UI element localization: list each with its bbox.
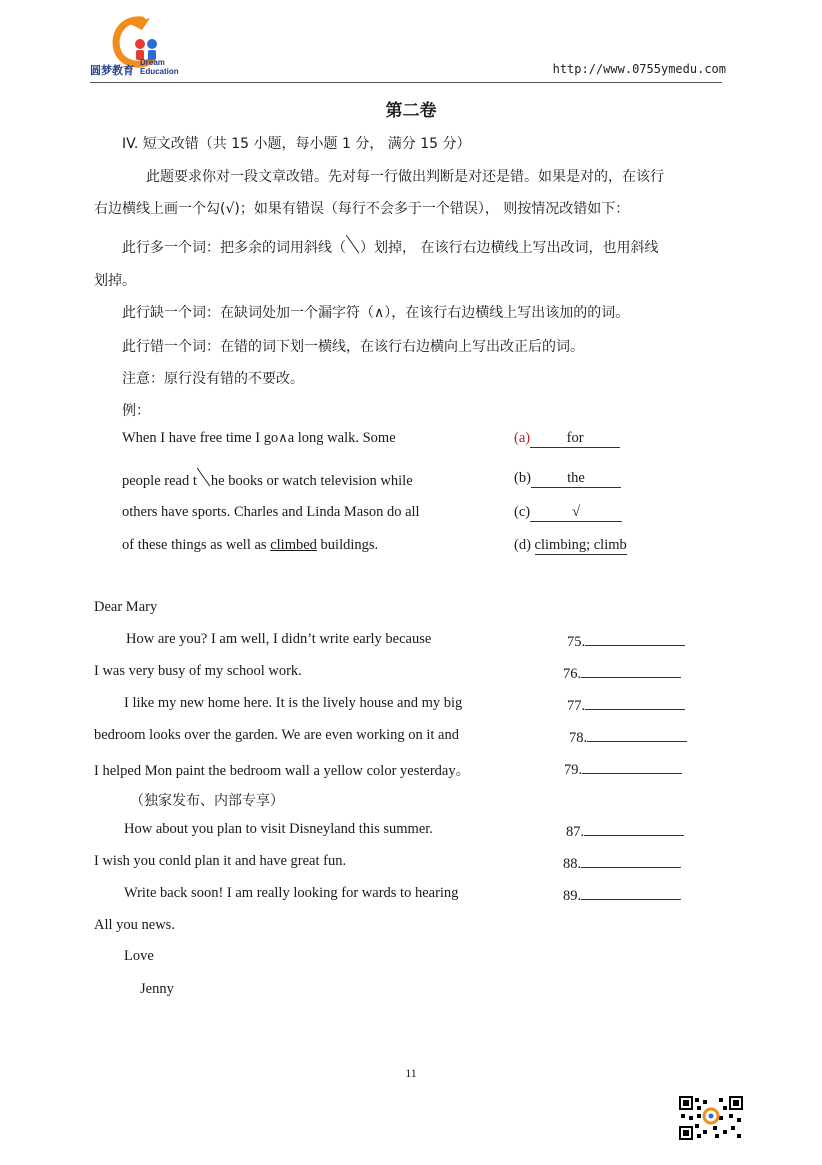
- answer-blank[interactable]: 89.: [563, 885, 681, 905]
- letter-closing: Love: [124, 948, 154, 964]
- answer-blank[interactable]: 77.: [567, 695, 685, 715]
- instruction-line: 右边横线上画一个勾(√)；如果有错误（每行不会多于一个错误）， 则按情况改错如下：: [94, 201, 630, 217]
- caret-mark: ∧: [278, 431, 288, 446]
- instruction-line: 划掉。: [94, 273, 136, 289]
- letter-line: How are you? I am well, I didn’t write early because: [126, 631, 432, 647]
- answer-blank[interactable]: 76.: [563, 663, 681, 683]
- letter-line: All you news.: [94, 917, 175, 933]
- example-line: people read t he books or watch television while: [122, 470, 413, 490]
- answer-blank[interactable]: 87.: [566, 821, 684, 841]
- header-url: http://www.0755ymedu.com: [552, 62, 726, 76]
- example-answer: (c) √: [514, 504, 622, 522]
- example-answer: (b) the: [514, 470, 621, 488]
- answer-blank[interactable]: 79.: [564, 759, 682, 779]
- instruction-line: 此行缺一个词：在缺词处加一个漏字符（∧），在该行右边横线上写出该加的的词。: [122, 305, 630, 321]
- example-answer: (a) for: [514, 430, 620, 448]
- section-heading: IV. 短文改错（共 15 小题，每小题 1 分， 满分 15 分）: [122, 136, 471, 152]
- letter-note: （独家发布、内部专享）: [130, 793, 284, 809]
- page-title: 第二卷: [385, 101, 437, 121]
- letter-signature: Jenny: [140, 981, 174, 997]
- instruction-line: 此题要求你对一段文章改错。先对每一行做出判断是对还是错。如果是对的，在该行: [146, 169, 664, 185]
- qr-code-icon: [679, 1096, 743, 1140]
- letter-line: bedroom looks over the garden. We are even working on it and: [94, 727, 459, 743]
- letter-line: I was very busy of my school work.: [94, 663, 302, 679]
- slash-mark-icon: [346, 237, 360, 255]
- answer-blank[interactable]: 88.: [563, 853, 681, 873]
- answer-blank[interactable]: 75.: [567, 631, 685, 651]
- answer-blank[interactable]: 78.: [569, 727, 687, 747]
- letter-line: I wish you conld plan it and have great fun.: [94, 853, 347, 869]
- example-line: others have sports. Charles and Linda Mason do all: [122, 504, 420, 520]
- letter-line: Write back soon! I am really looking for wards to hearing: [124, 885, 459, 901]
- logo-subtext: Dream Education: [140, 58, 179, 76]
- letter-line: I helped Mon paint the bedroom wall a yellow color yesterday。: [94, 763, 471, 779]
- instruction-line: 此行多一个词：把多余的词用斜线（ ）划掉， 在该行右边横线上写出改词，也用斜线: [122, 237, 658, 257]
- example-line: of these things as well as climbed buildings.: [122, 537, 379, 553]
- example-line: When I have free time I go∧a long walk. Some: [122, 430, 396, 446]
- logo-text: 圆梦教育: [90, 64, 134, 77]
- letter-line: How about you plan to visit Disneyland this summer.: [124, 821, 433, 837]
- instruction-line: 例：: [122, 403, 150, 419]
- instruction-line: 注意：原行没有错的不要改。: [122, 371, 304, 387]
- instruction-line: 此行错一个词：在错的词下划一横线，在该行右边横向上写出改正后的词。: [122, 339, 584, 355]
- letter-line: I like my new home here. It is the lively house and my big: [124, 695, 463, 711]
- page-number: 11: [405, 1066, 417, 1080]
- letter-salutation: Dear Mary: [94, 599, 158, 615]
- example-answer: (d) climbing; climb: [514, 537, 627, 553]
- slash-mark-icon: [197, 470, 211, 488]
- header-divider: [90, 82, 722, 83]
